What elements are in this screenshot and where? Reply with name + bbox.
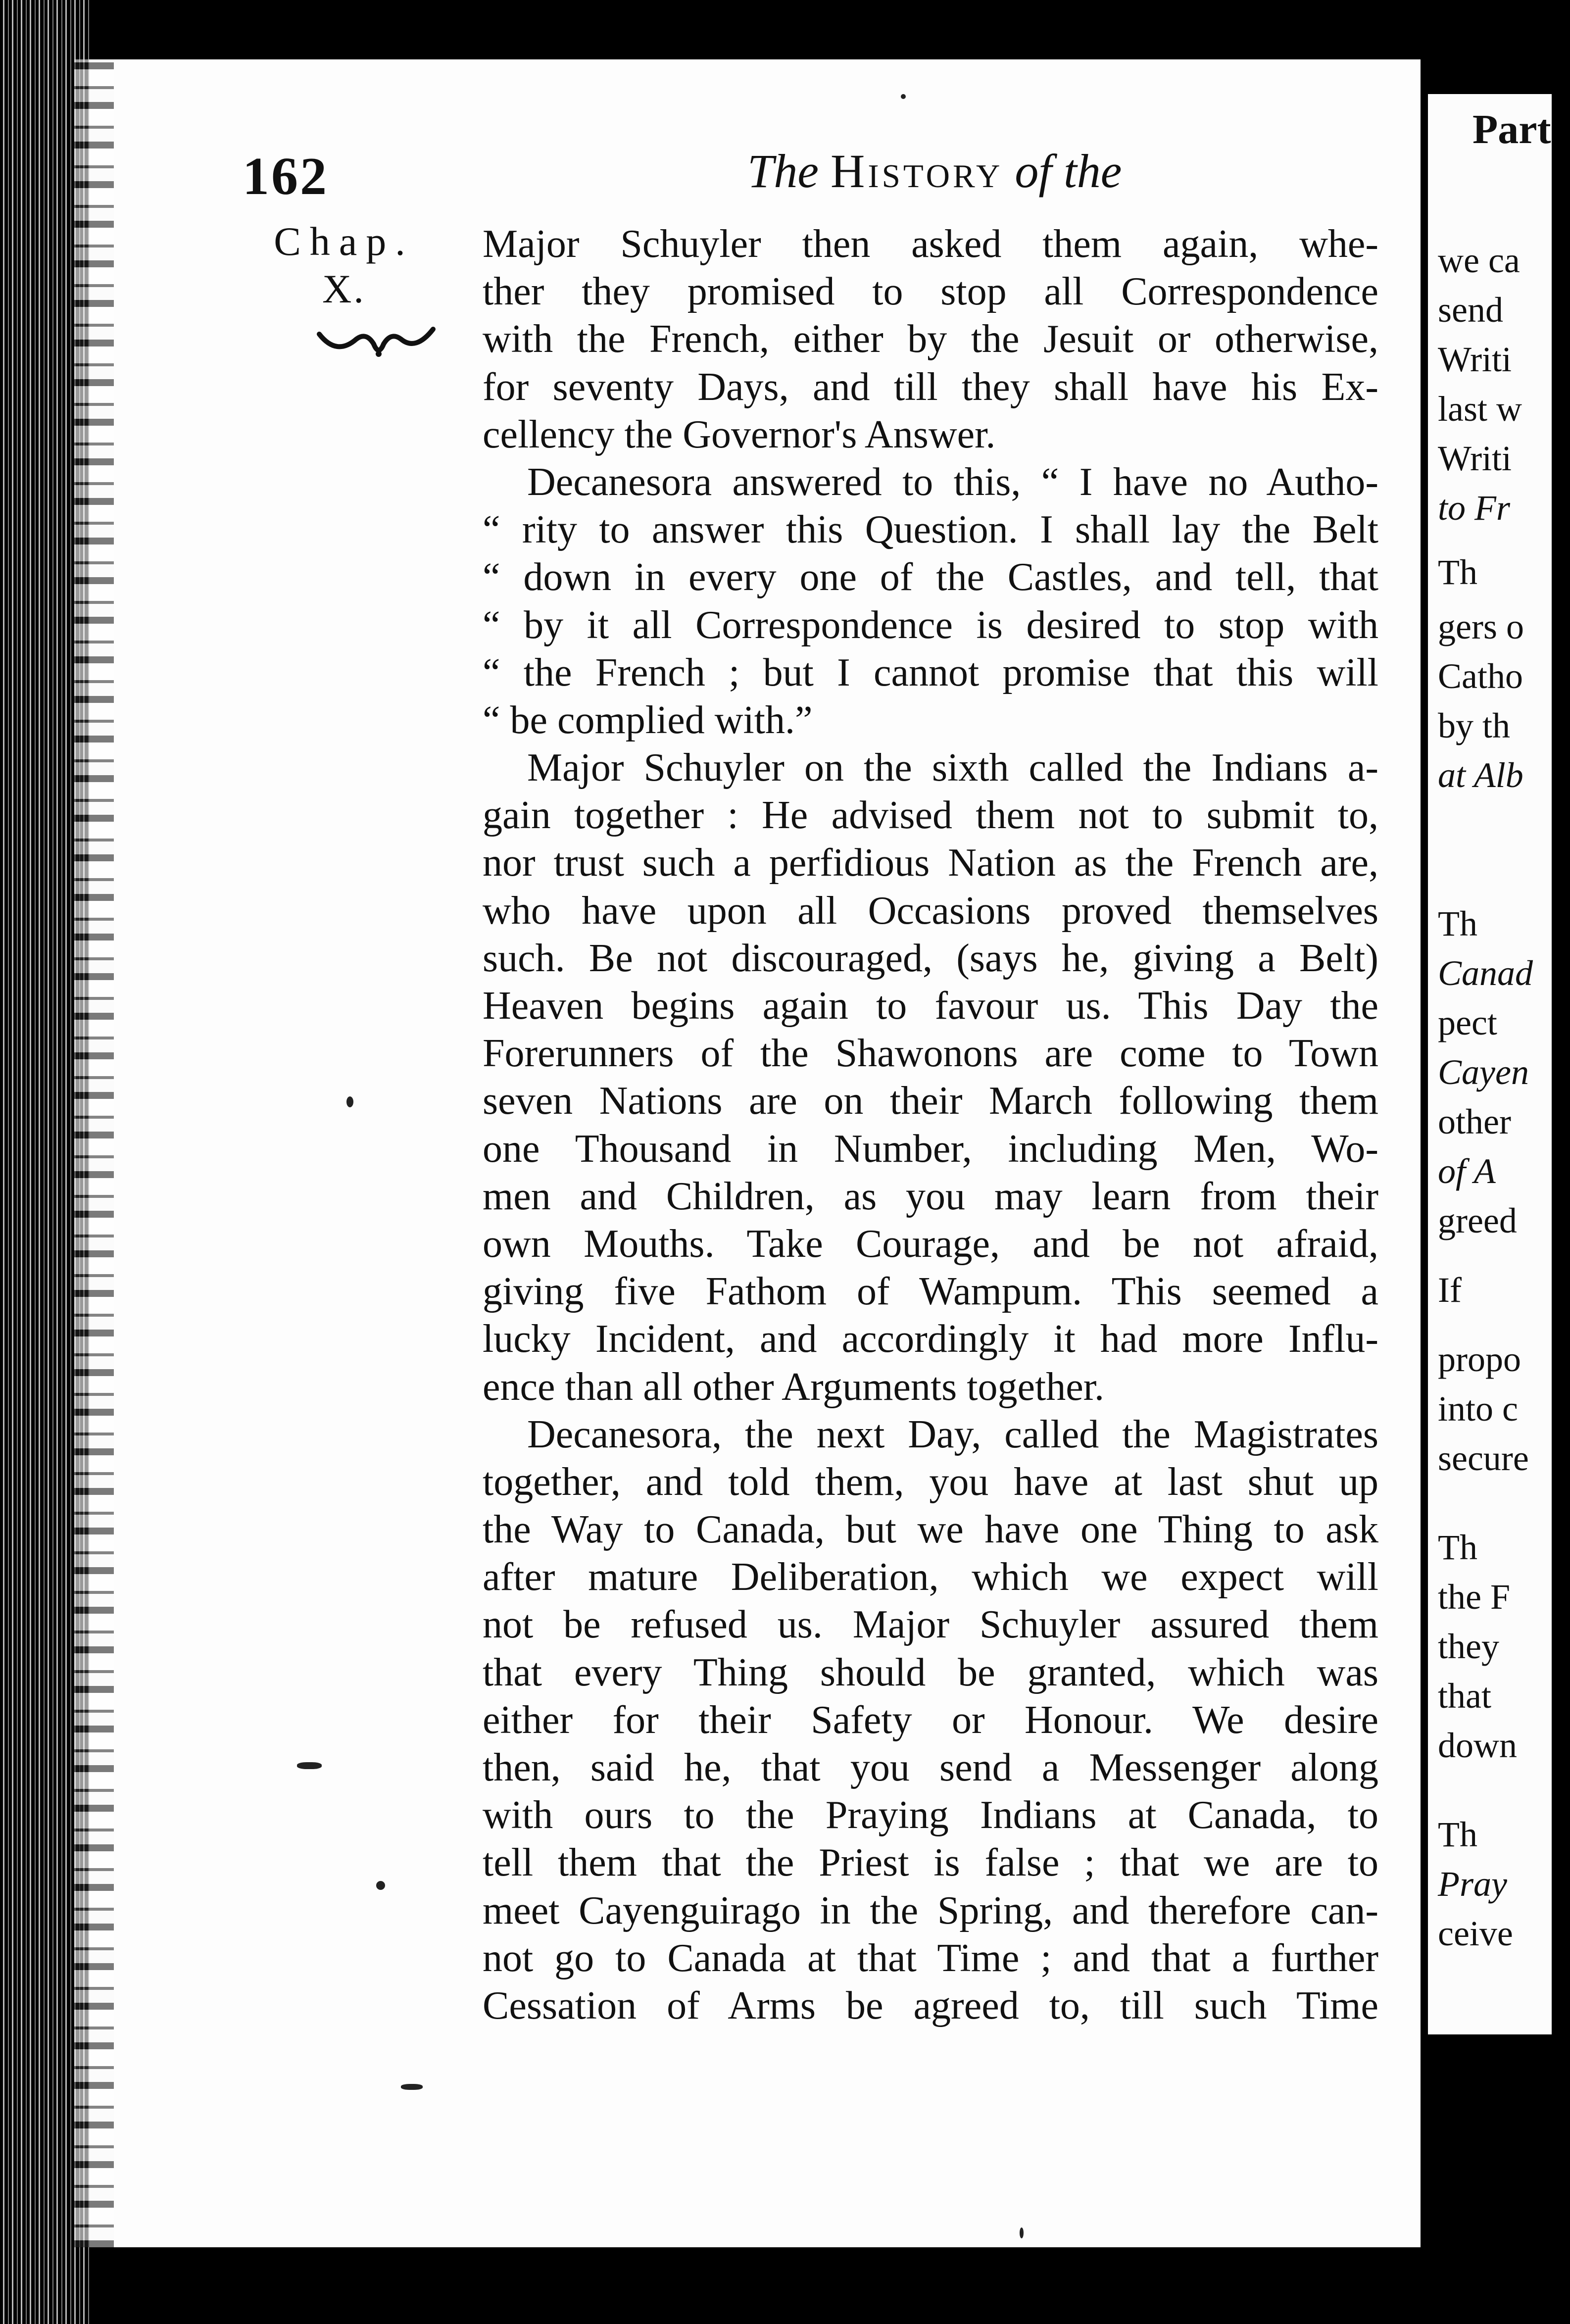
body-line: nor trust such a perfidious Nation as the French are, — [483, 841, 1378, 885]
page-binding-edge — [74, 59, 114, 2247]
body-line: Cessation of Arms be agreed to, till such Time — [483, 1983, 1378, 2027]
body-line: not be refused us. Major Schuyler assured them — [483, 1603, 1378, 1647]
facing-page-line: Canad — [1438, 953, 1533, 993]
body-line: either for their Safety or Honour. We desire — [483, 1698, 1378, 1742]
chapter-number: X. — [322, 266, 366, 311]
facing-page-line: greed — [1438, 1201, 1517, 1240]
body-line: “ rity to answer this Question. I shall lay the Belt — [483, 508, 1378, 552]
body-line: gain together : He advised them not to submit to, — [483, 793, 1378, 838]
facing-page-line: gers o — [1438, 607, 1524, 646]
ink-speck — [376, 1881, 385, 1890]
facing-page-line: into c — [1438, 1389, 1518, 1429]
facing-page-line: down — [1438, 1726, 1517, 1765]
running-head-title: History — [831, 145, 1003, 198]
facing-page-line: Writi — [1438, 439, 1512, 478]
body-line: not go to Canada at that Time ; and that a further — [483, 1936, 1378, 1980]
body-line: cellency the Governor's Answer. — [483, 412, 996, 456]
facing-page-line: Writi — [1438, 340, 1512, 379]
body-line: seven Nations are on their March following them — [483, 1079, 1378, 1123]
ornament-icon — [317, 317, 436, 361]
body-line: then, said he, that you send a Messenger along — [483, 1746, 1378, 1789]
facing-page-line: of A — [1438, 1151, 1496, 1191]
ink-speck — [901, 94, 906, 99]
ink-speck — [297, 1762, 322, 1769]
facing-page-line: other — [1438, 1102, 1511, 1141]
facing-page-edge — [1428, 94, 1552, 2034]
facing-page-line: by th — [1438, 706, 1511, 745]
body-line: giving five Fathom of Wampum. This seemed a — [483, 1270, 1378, 1314]
running-head-pre: The — [747, 145, 819, 198]
ink-speck — [346, 1096, 353, 1107]
facing-page-line: If — [1438, 1270, 1462, 1310]
facing-page-line: Part — [1472, 106, 1551, 152]
facing-page-line: they — [1438, 1627, 1499, 1666]
body-line: after mature Deliberation, which we expect will — [483, 1555, 1378, 1599]
body-line: for seventy Days, and till they shall have his Ex- — [483, 365, 1378, 409]
ink-speck — [401, 2084, 423, 2090]
body-line: Major Schuyler on the sixth called the Indians a- — [527, 746, 1378, 790]
facing-page-line: ceive — [1438, 1914, 1513, 1953]
facing-page-line: Catho — [1438, 656, 1523, 696]
body-line: who have upon all Occasions proved themselves — [483, 889, 1378, 933]
page-number: 162 — [243, 147, 329, 206]
body-line: together, and told them, you have at last shut up — [483, 1460, 1378, 1504]
body-line: with the French, either by the Jesuit or otherwise, — [483, 317, 1378, 361]
body-line: one Thousand in Number, including Men, Wo- — [483, 1127, 1378, 1171]
facing-page-line: to Fr — [1438, 488, 1511, 528]
facing-page-line: Cayen — [1438, 1052, 1529, 1092]
facing-page-line: Pray — [1438, 1864, 1507, 1904]
body-line: Decanesora answered to this, “ I have no Autho- — [527, 460, 1378, 504]
body-line: with ours to the Praying Indians at Canada, to — [483, 1793, 1378, 1837]
body-line: such. Be not discouraged, (says he, giving a Belt) — [483, 936, 1378, 980]
running-head-post: of the — [1015, 145, 1122, 198]
chapter-label: Chap. — [274, 219, 414, 264]
facing-page-line: that — [1438, 1676, 1491, 1716]
body-line: Major Schuyler then asked them again, whe- — [483, 222, 1378, 266]
facing-page-line: Th — [1438, 1528, 1477, 1567]
body-line: Decanesora, the next Day, called the Magistrates — [527, 1412, 1378, 1456]
body-line: own Mouths. Take Courage, and be not afraid, — [483, 1222, 1378, 1266]
facing-page-line: Th — [1438, 1815, 1477, 1854]
body-line: “ be complied with.” — [483, 698, 813, 742]
body-line: tell them that the Priest is false ; that we are to — [483, 1841, 1378, 1885]
facing-page-line: Th — [1438, 552, 1477, 592]
facing-page-line: pect — [1438, 1003, 1497, 1042]
body-line: lucky Incident, and accordingly it had more Influ- — [483, 1317, 1378, 1361]
body-line: that every Thing should be granted, which was — [483, 1650, 1378, 1694]
body-line: “ by it all Correspondence is desired to stop with — [483, 603, 1378, 647]
facing-page-line: we ca — [1438, 241, 1520, 280]
body-line: “ the French ; but I cannot promise that this will — [483, 650, 1378, 694]
facing-page-line: Th — [1438, 904, 1477, 943]
facing-page-line: at Alb — [1438, 755, 1523, 795]
facing-page-line: secure — [1438, 1438, 1529, 1478]
ink-speck — [1020, 2227, 1024, 2238]
body-line: ther they promised to stop all Correspondence — [483, 270, 1378, 314]
body-line: Heaven begins again to favour us. This Day the — [483, 984, 1378, 1028]
body-line: the Way to Canada, but we have one Thing to ask — [483, 1508, 1378, 1552]
facing-page-line: propo — [1438, 1339, 1521, 1379]
running-head — [747, 144, 1122, 198]
facing-page-line: the F — [1438, 1577, 1511, 1617]
facing-page-line: last w — [1438, 389, 1522, 429]
body-line: men and Children, as you may learn from their — [483, 1174, 1378, 1218]
body-line: “ down in every one of the Castles, and tell, that — [483, 555, 1378, 599]
body-line: Forerunners of the Shawonons are come to Town — [483, 1032, 1378, 1076]
body-text — [483, 220, 1378, 2029]
body-line: ence than all other Arguments together. — [483, 1365, 1104, 1409]
body-line: meet Cayenguirago in the Spring, and therefore can- — [483, 1888, 1378, 1932]
facing-page-line: send — [1438, 290, 1503, 330]
chapter-sidenote — [228, 218, 460, 313]
